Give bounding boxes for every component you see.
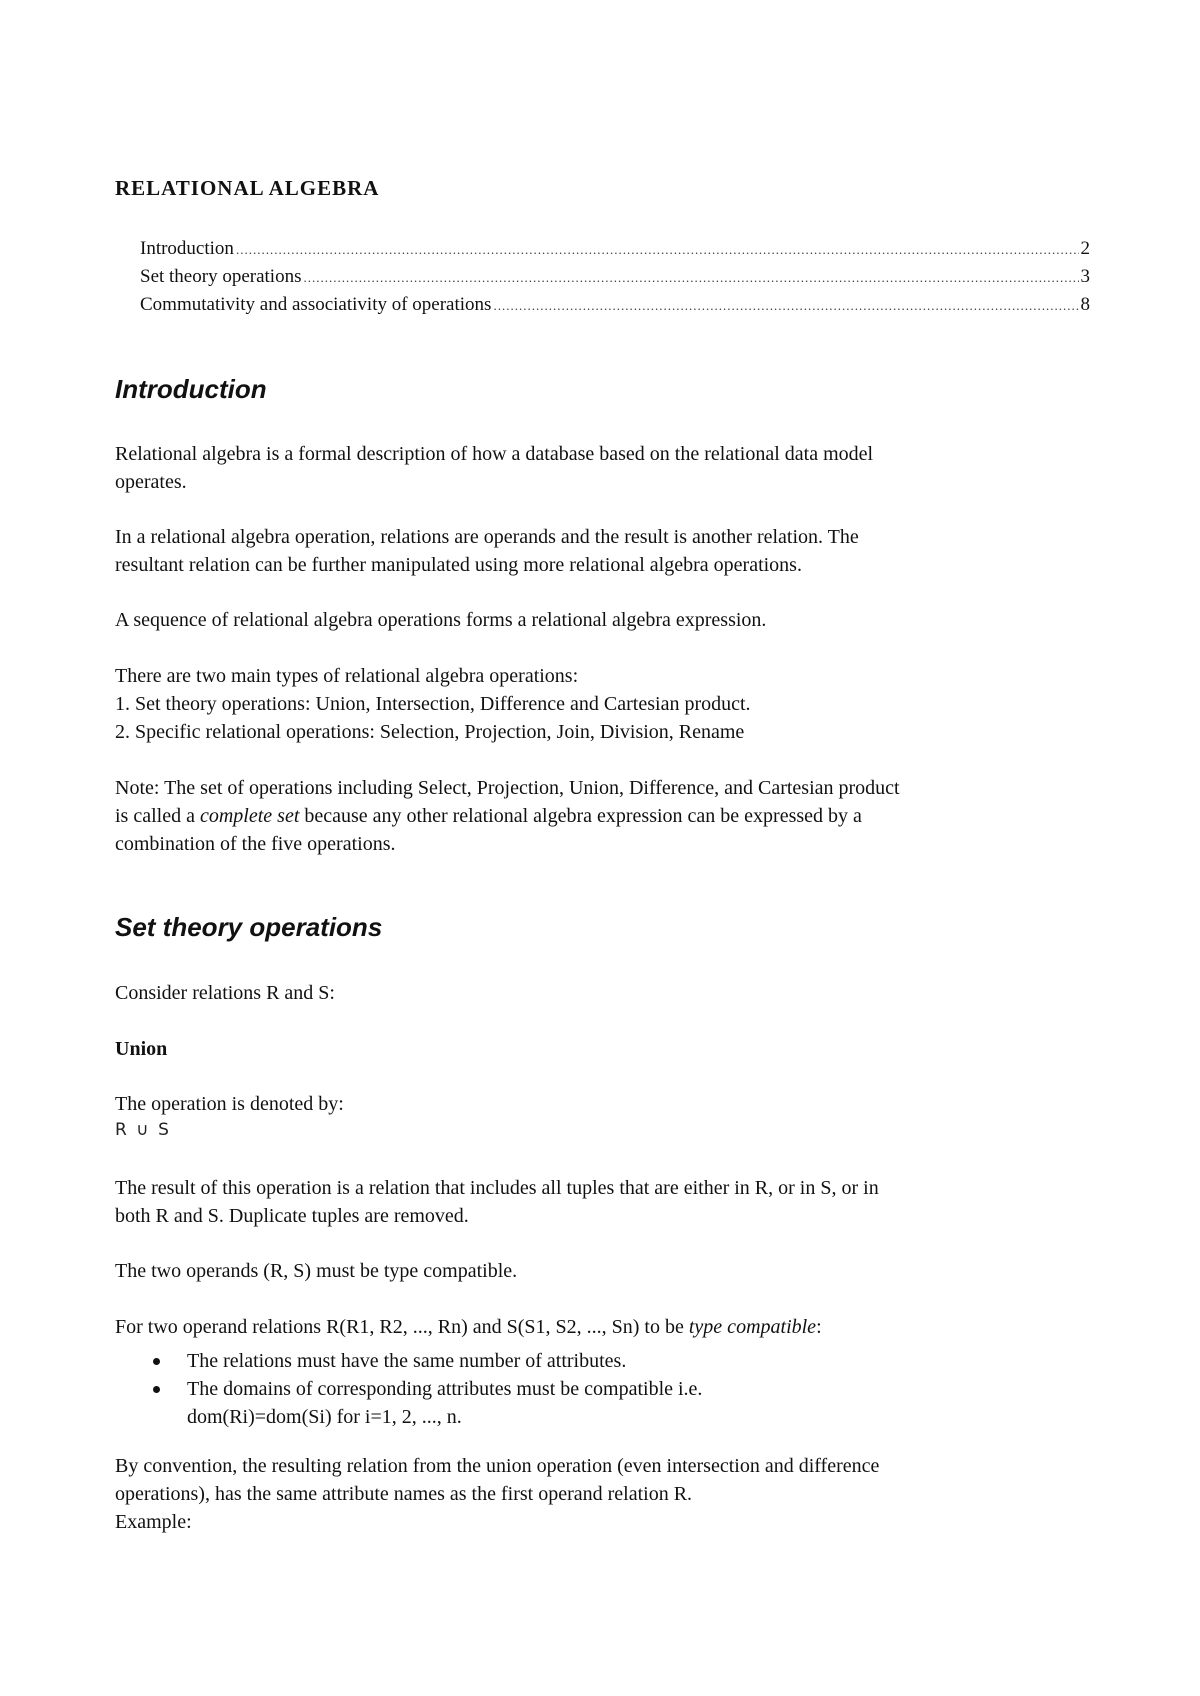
document-title: RELATIONAL ALGEBRA <box>115 176 380 200</box>
intro-note <box>115 774 1080 858</box>
text-line: By convention, the resulting relation from the union operation (even intersection and difference <box>115 1455 880 1477</box>
toc-entry-label: Introduction <box>140 238 234 259</box>
heading-union <box>115 1035 1080 1063</box>
text-run: because any other relational algebra expression can be expressed by a <box>299 805 862 827</box>
text-line: Consider relations R and S: <box>115 982 335 1004</box>
consider-paragraph <box>115 979 1080 1007</box>
heading-set-theory-operations: Set theory operations <box>115 912 383 942</box>
text-line: combination of the five operations. <box>115 833 396 855</box>
intro-paragraph-3 <box>115 606 1080 634</box>
denoted-paragraph <box>115 1090 1080 1118</box>
text-line: The two operands (R, S) must be type compatible. <box>115 1260 518 1282</box>
toc-entry-page: 8 <box>1080 294 1090 315</box>
toc-leader-dots <box>303 270 1078 286</box>
intro-paragraph-1 <box>115 440 1080 496</box>
text-line: 2. Specific relational operations: Selection, Projection, Join, Division, Rename <box>115 721 745 743</box>
heading-introduction: Introduction <box>115 374 267 404</box>
table-of-contents <box>140 238 1090 322</box>
text-line: operates. <box>115 471 187 493</box>
bullet-icon <box>153 1386 160 1393</box>
toc-leader-dots <box>236 242 1079 258</box>
toc-entry-introduction[interactable] <box>140 238 1090 266</box>
text-run: For two operand relations R(R1, R2, ..., Rn) and S(S1, S2, ..., Sn) to be <box>115 1316 689 1338</box>
list-item-text: The relations must have the same number of attributes. <box>187 1350 627 1372</box>
text-line: operations), has the same attribute names as the first operand relation R. <box>115 1483 693 1505</box>
list-item-text: The domains of corresponding attributes must be compatible i.e. <box>187 1378 703 1400</box>
example-label: Example: <box>115 1511 192 1533</box>
intro-paragraph-2 <box>115 523 1080 579</box>
union-result-paragraph <box>115 1174 1080 1230</box>
text-line: Note: The set of operations including Select, Projection, Union, Difference, and Cartesian product <box>115 777 900 799</box>
complete-set-emphasis: complete set <box>199 805 300 827</box>
toc-entry-commutativity[interactable] <box>140 294 1090 322</box>
text-line: The result of this operation is a relation that includes all tuples that are either in R, or in S, or in <box>115 1177 879 1199</box>
text-line: resultant relation can be further manipulated using more relational algebra operations. <box>115 554 802 576</box>
type-compatible-definition <box>115 1313 1080 1341</box>
text-line <box>115 1313 1080 1341</box>
text-line: There are two main types of relational algebra operations: <box>115 665 579 687</box>
text-run: : <box>816 1316 822 1338</box>
compatibility-rules-list <box>151 1347 702 1431</box>
union-formula: R ∪ S <box>115 1120 171 1140</box>
text-run: is called a <box>115 805 200 827</box>
text-line: A sequence of relational algebra operations forms a relational algebra expression. <box>115 609 767 631</box>
toc-leader-dots <box>493 298 1078 314</box>
list-item-text: dom(Ri)=dom(Si) for i=1, 2, ..., n. <box>187 1406 462 1428</box>
text-line: both R and S. Duplicate tuples are removed. <box>115 1205 469 1227</box>
list-item <box>151 1347 702 1375</box>
type-compatible-emphasis: type compatible <box>688 1316 817 1338</box>
bullet-icon <box>153 1358 160 1365</box>
text-line: Relational algebra is a formal description of how a database based on the relational data model <box>115 443 874 465</box>
text-line: In a relational algebra operation, relations are operands and the result is another relation. The <box>115 526 859 548</box>
toc-entry-set-theory[interactable] <box>140 266 1090 294</box>
text-line: Union <box>115 1038 168 1060</box>
toc-entry-label: Set theory operations <box>140 266 302 287</box>
text-line <box>115 802 1080 830</box>
text-line: The operation is denoted by: <box>115 1093 344 1115</box>
toc-entry-page: 3 <box>1080 266 1090 287</box>
type-compatible-paragraph <box>115 1257 1080 1285</box>
convention-paragraph <box>115 1452 1080 1536</box>
toc-entry-page: 2 <box>1080 238 1090 259</box>
toc-entry-label: Commutativity and associativity of operations <box>140 294 492 315</box>
list-item <box>151 1375 702 1431</box>
text-line: 1. Set theory operations: Union, Intersection, Difference and Cartesian product. <box>115 693 751 715</box>
document-page <box>115 0 1095 1696</box>
intro-paragraph-4 <box>115 662 1080 746</box>
